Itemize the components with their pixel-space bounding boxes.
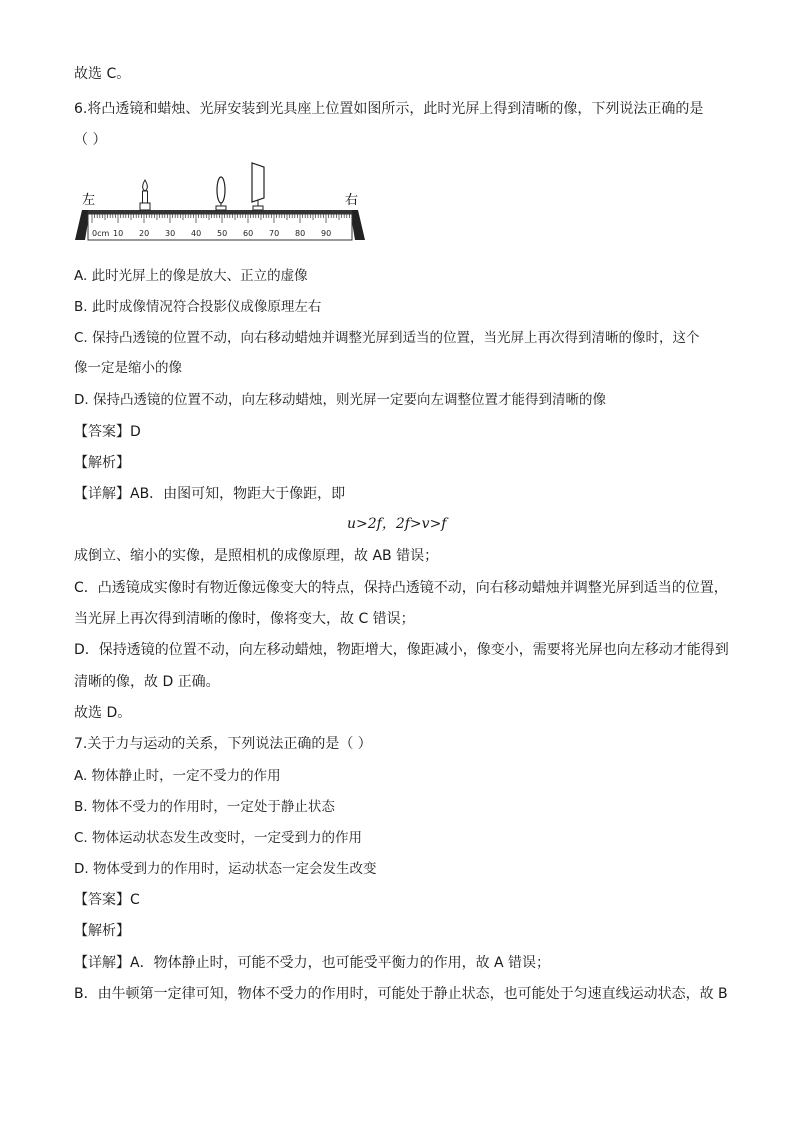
q6-option-c-line2: 像一定是缩小的像 [74, 360, 182, 376]
q7-option-b: B. 物体不受力的作用时，一定处于静止状态 [74, 799, 335, 815]
q6-option-d: D. 保持凸透镜的位置不动，向左移动蜡烛，则光屏一定要向左调整位置才能得到清晰的像 [74, 392, 606, 408]
scale-label: 30 [165, 229, 176, 238]
q6-option-a: A. 此时光屏上的像是放大、正立的虚像 [74, 268, 308, 284]
q7-stem: 7.关于力与运动的关系，下列说法正确的是（ ） [74, 736, 372, 752]
scale-label: 90 [321, 229, 332, 238]
q6-formula: u>2f，2f>v>f [347, 516, 447, 532]
q6-analysis-label: 【解析】 [74, 455, 130, 471]
q7-answer: 【答案】C [74, 892, 140, 908]
q6-stem-line1: 6.将凸透镜和蜡烛、光屏安装到光具座上位置如图所示，此时光屏上得到清晰的像，下列说法正确的是 [74, 101, 704, 117]
q6-option-b: B. 此时成像情况符合投影仪成像原理左右 [74, 299, 322, 315]
rail-top [88, 210, 352, 214]
q5-conclusion: 故选 C。 [74, 66, 131, 82]
scale-label: 50 [217, 229, 228, 238]
optical-bench-figure [70, 158, 370, 248]
scale-label: 80 [295, 229, 306, 238]
q6-answer: 【答案】D [74, 424, 141, 440]
scale-label: 10 [113, 229, 124, 238]
q7-option-a: A. 物体静止时，一定不受力的作用 [74, 768, 281, 784]
left-label: 左 [82, 193, 96, 208]
light-screen [252, 163, 264, 210]
q6-detail-5: D．保持透镜的位置不动，向左移动蜡烛，物距增大，像距减小，像变小，需要将光屏也向左移动才能得到 [74, 642, 729, 658]
q6-detail-3: C．凸透镜成实像时有物近像远像变大的特点，保持凸透镜不动，向右移动蜡烛并调整光屏到适当的位置， [74, 580, 728, 596]
q6-stem-line2: （ ） [74, 132, 107, 148]
right-label: 右 [345, 193, 359, 208]
q7-analysis-label: 【解析】 [74, 923, 130, 939]
scale-label: 70 [269, 229, 280, 238]
q7-detail-2: B．由牛顿第一定律可知，物体不受力的作用时，可能处于静止状态，也可能处于匀速直线运动状态，故 B [74, 986, 728, 1002]
scale-label: 40 [191, 229, 202, 238]
q7-option-c: C. 物体运动状态发生改变时，一定受到力的作用 [74, 830, 363, 846]
q6-option-c-line1: C. 保持凸透镜的位置不动，向右移动蜡烛并调整光屏到适当的位置，当光屏上再次得到清晰的像时，这个 [74, 330, 700, 346]
candle [140, 180, 150, 210]
scale-label: 20 [139, 229, 150, 238]
q6-detail-1: 【详解】AB．由图可知，物距大于像距，即 [74, 486, 346, 502]
q7-detail-1: 【详解】A．物体静止时，可能不受力，也可能受平衡力的作用，故 A 错误； [74, 955, 551, 971]
q7-option-d: D. 物体受到力的作用时，运动状态一定会发生改变 [74, 861, 377, 877]
q6-conclusion: 故选 D。 [74, 705, 132, 721]
convex-lens [216, 177, 226, 210]
scale-label: 0cm [92, 229, 110, 238]
q6-detail-6: 清晰的像，故 D 正确。 [74, 674, 220, 690]
scale-label: 60 [243, 229, 254, 238]
q6-detail-4: 当光屏上再次得到清晰的像时，像将变大，故 C 错误； [74, 611, 415, 627]
q6-detail-2: 成倒立、缩小的实像，是照相机的成像原理，故 AB 错误； [74, 548, 439, 564]
